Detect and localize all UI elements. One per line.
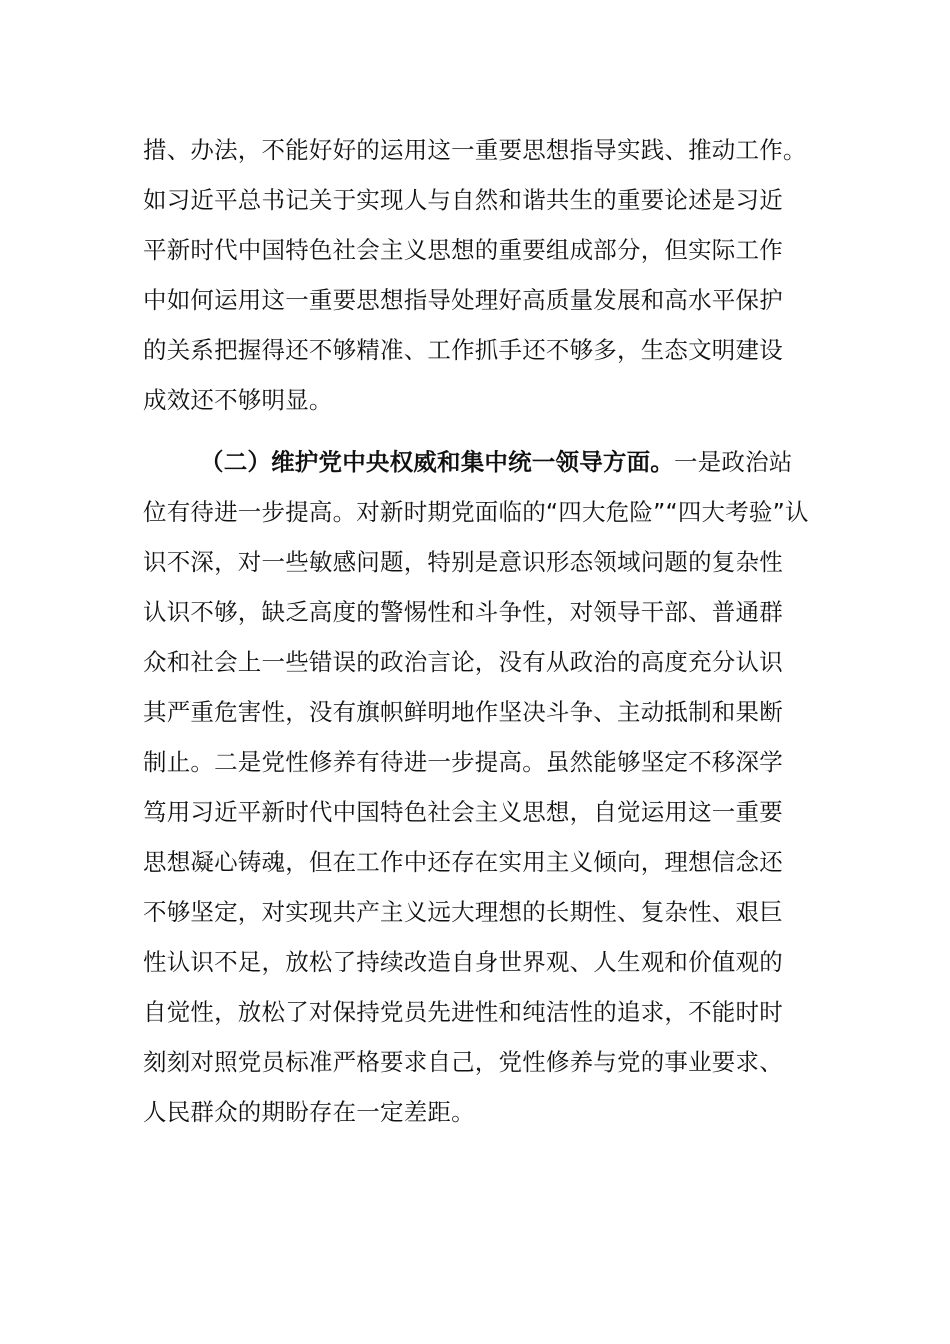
text-line: 的关系把握得还不够精准、工作抓手还不够多，生态文明建设 (143, 336, 783, 364)
text-line: 中如何运用这一重要思想指导处理好高质量发展和高水平保护 (143, 286, 783, 314)
text-run: 一是政治站 (674, 448, 793, 476)
text-line: 其严重危害性，没有旗帜鲜明地作坚决斗争、主动抵制和果断 (143, 698, 783, 726)
text-line: 制止。二是党性修养有待进一步提高。虽然能够坚定不移深学 (143, 748, 783, 776)
text-line: 平新时代中国特色社会主义思想的重要组成部分，但实际工作 (143, 236, 783, 264)
paragraph-first-line (200, 442, 793, 482)
text-line: 如习近平总书记关于实现人与自然和谐共生的重要论述是习近 (143, 186, 783, 214)
section-heading: （二）维护党中央权威和集中统一领导方面。 (200, 448, 674, 476)
text-line: 不够坚定，对实现共产主义远大理想的长期性、复杂性、艰巨 (143, 898, 783, 926)
text-line: 位有待进一步提高。对新时期党面临的“四大危险”“四大考验”认 (143, 498, 809, 526)
text-line: 刻刻对照党员标准严格要求自己，党性修养与党的事业要求、 (143, 1048, 783, 1076)
text-line: 识不深，对一些敏感问题，特别是意识形态领域问题的复杂性 (143, 548, 783, 576)
text-line: 措、办法，不能好好的运用这一重要思想指导实践、推动工作。 (143, 136, 807, 164)
text-line: 人民群众的期盼存在一定差距。 (143, 1098, 475, 1126)
text-line: 思想凝心铸魂，但在工作中还存在实用主义倾向，理想信念还 (143, 848, 783, 876)
text-line: 认识不够，缺乏高度的警惕性和斗争性，对领导干部、普通群 (143, 598, 783, 626)
text-line: 笃用习近平新时代中国特色社会主义思想，自觉运用这一重要 (143, 798, 783, 826)
text-line: 众和社会上一些错误的政治言论，没有从政治的高度充分认识 (143, 648, 783, 676)
text-line: 性认识不足，放松了持续改造自身世界观、人生观和价值观的 (143, 948, 783, 976)
text-line: 成效还不够明显。 (143, 386, 333, 414)
text-line: 自觉性，放松了对保持党员先进性和纯洁性的追求，不能时时 (143, 998, 783, 1026)
